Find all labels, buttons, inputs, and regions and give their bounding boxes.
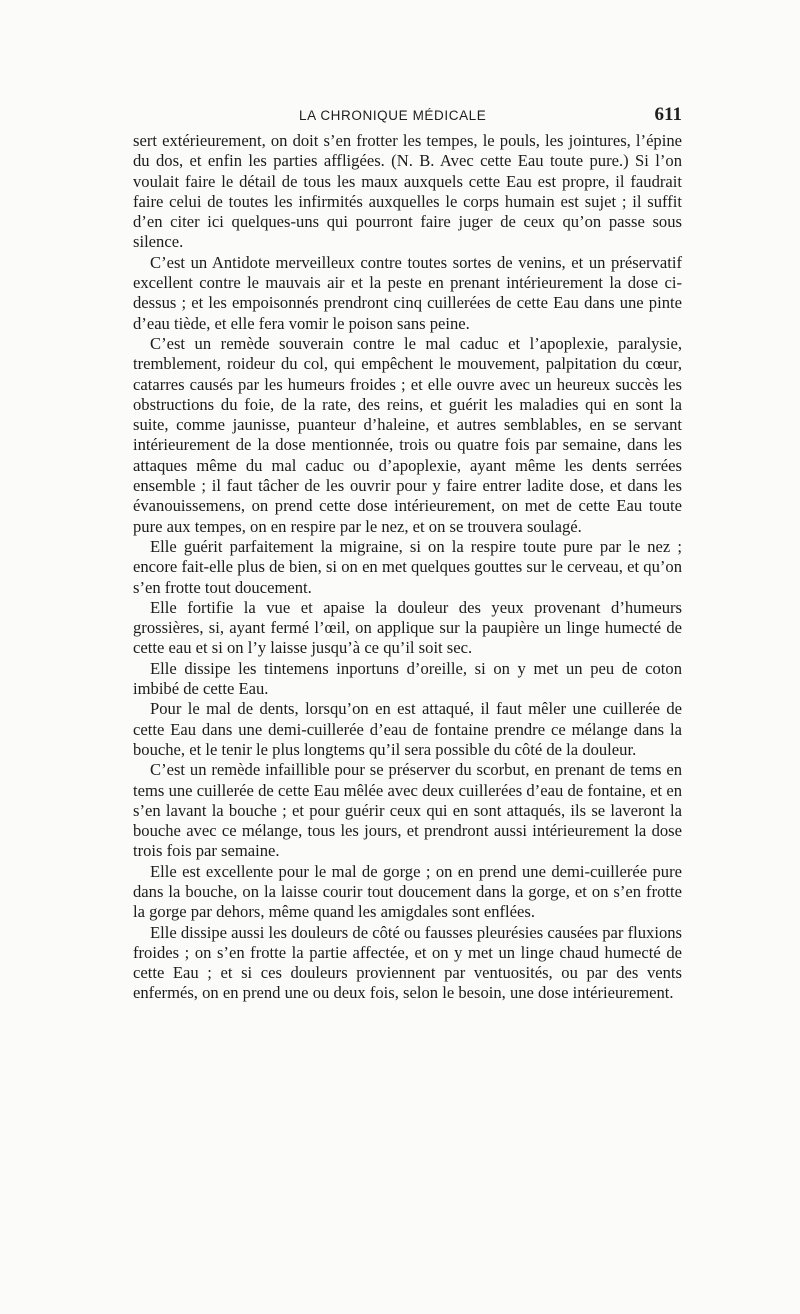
paragraph-pleuresies: Elle dissipe aussi les douleurs de côté ou fausses pleurésies causées par fluxions froides ; on s’en frotte la partie affectée, et on y met un linge chaud humecté de cette Eau ; et si ces douleurs proviennent par ventuosités, ou par des vents enfermés, on en prend une ou deux fois, selon le besoin, une dose intérieurement. xyxy=(133,922,682,1003)
paragraph-dents: Pour le mal de dents, lorsqu’on en est attaqué, il faut mêler une cuillerée de cette Eau dans une demi-cuillerée d’eau de fontaine prendre ce mélange dans la bouche, et le tenir le plus longtems qu’il sera possible du côté de la douleur. xyxy=(133,699,682,759)
paragraph-vue: Elle fortifie la vue et apaise la douleur des yeux provenant d’humeurs grossières, si, ayant fermé l’œil, on applique sur la paupière un linge humecté de cette eau et si on l’y laisse jusqu’à ce qu’il soit sec. xyxy=(133,597,682,658)
page-number: 611 xyxy=(654,104,682,125)
paragraph-continuation: sert extérieurement, on doit s’en frotter les tempes, le pouls, les jointures, l’épine du dos, et enfin les parties affligées. (N. B. Avec cette Eau toute pure.) Si l’on voulait faire le détail de tous les maux auxquels cette Eau est propre, il faudrait faire celui de toutes les infirmités auxquelles le corps humain est sujet ; il suffit d’en citer ici quelques-uns qui pourront faire juger de ceux qu’on passe sous silence. xyxy=(133,131,682,252)
paragraph-oreille: Elle dissipe les tintemens inportuns d’oreille, si on y met un peu de coton imbibé de cette Eau. xyxy=(133,658,682,699)
paragraph-antidote: C’est un Antidote merveilleux contre toutes sortes de venins, et un préservatif excellent contre le mauvais air et la peste en prenant intérieurement la dose ci-dessus ; et les empoisonnés prendront cinq cuillerées de cette Eau dans une pinte d’eau tiède, et elle fera vomir le poison sans peine. xyxy=(133,252,682,333)
paragraph-scorbut: C’est un remède infaillible pour se préserver du scorbut, en prenant de tems en tems une cuillerée de cette Eau mêlée avec deux cuillerées d’eau de fontaine, et en s’en lavant la bouche ; et pour guérir ceux qui en sont attaqués, ils se laveront la bouche avec ce mélange, tous les jours, et prendront aussi intérieurement la dose trois fois par semaine. xyxy=(133,760,682,861)
paragraph-mal-caduc: C’est un remède souverain contre le mal caduc et l’apoplexie, paralysie, tremblement, roideur du col, qui empêchent le mouvement, palpitation du cœur, catarres causés par les humeurs froides ; et elle ouvre avec un heureux succès les obstructions du foie, de la rate, des reins, et guérit les maladies qui en sont la suite, comme jaunisse, puanteur d’haleine, et autres semblables, en se servant intérieurement de la dose mentionnée, trois ou quatre fois par semaine, dans les attaques même du mal caduc ou d’apoplexie, ayant même les dents serrées ensemble ; il faut tâcher de les ouvrir pour y faire entrer ladite dose, et dans les évanouissemens, on prend cette dose intérieurement, on met de cette Eau toute pure aux tempes, on en respire par le nez, et on se trouvera soulagé. xyxy=(133,333,682,536)
body-text xyxy=(133,131,682,1004)
running-title: LA CHRONIQUE MÉDICALE xyxy=(299,108,487,123)
page-header xyxy=(133,104,682,128)
paragraph-migraine: Elle guérit parfaitement la migraine, si on la respire toute pure par le nez ; encore fait-elle plus de bien, si on en met quelques gouttes sur le cerveau, et qu’on s’en frotte tout doucement. xyxy=(133,536,682,597)
paragraph-gorge: Elle est excellente pour le mal de gorge ; on en prend une demi-cuillerée pure dans la bouche, on la laisse courir tout doucement dans la gorge, et on s’en frotte la gorge par dehors, même quand les amigdales sont enflées. xyxy=(133,861,682,922)
